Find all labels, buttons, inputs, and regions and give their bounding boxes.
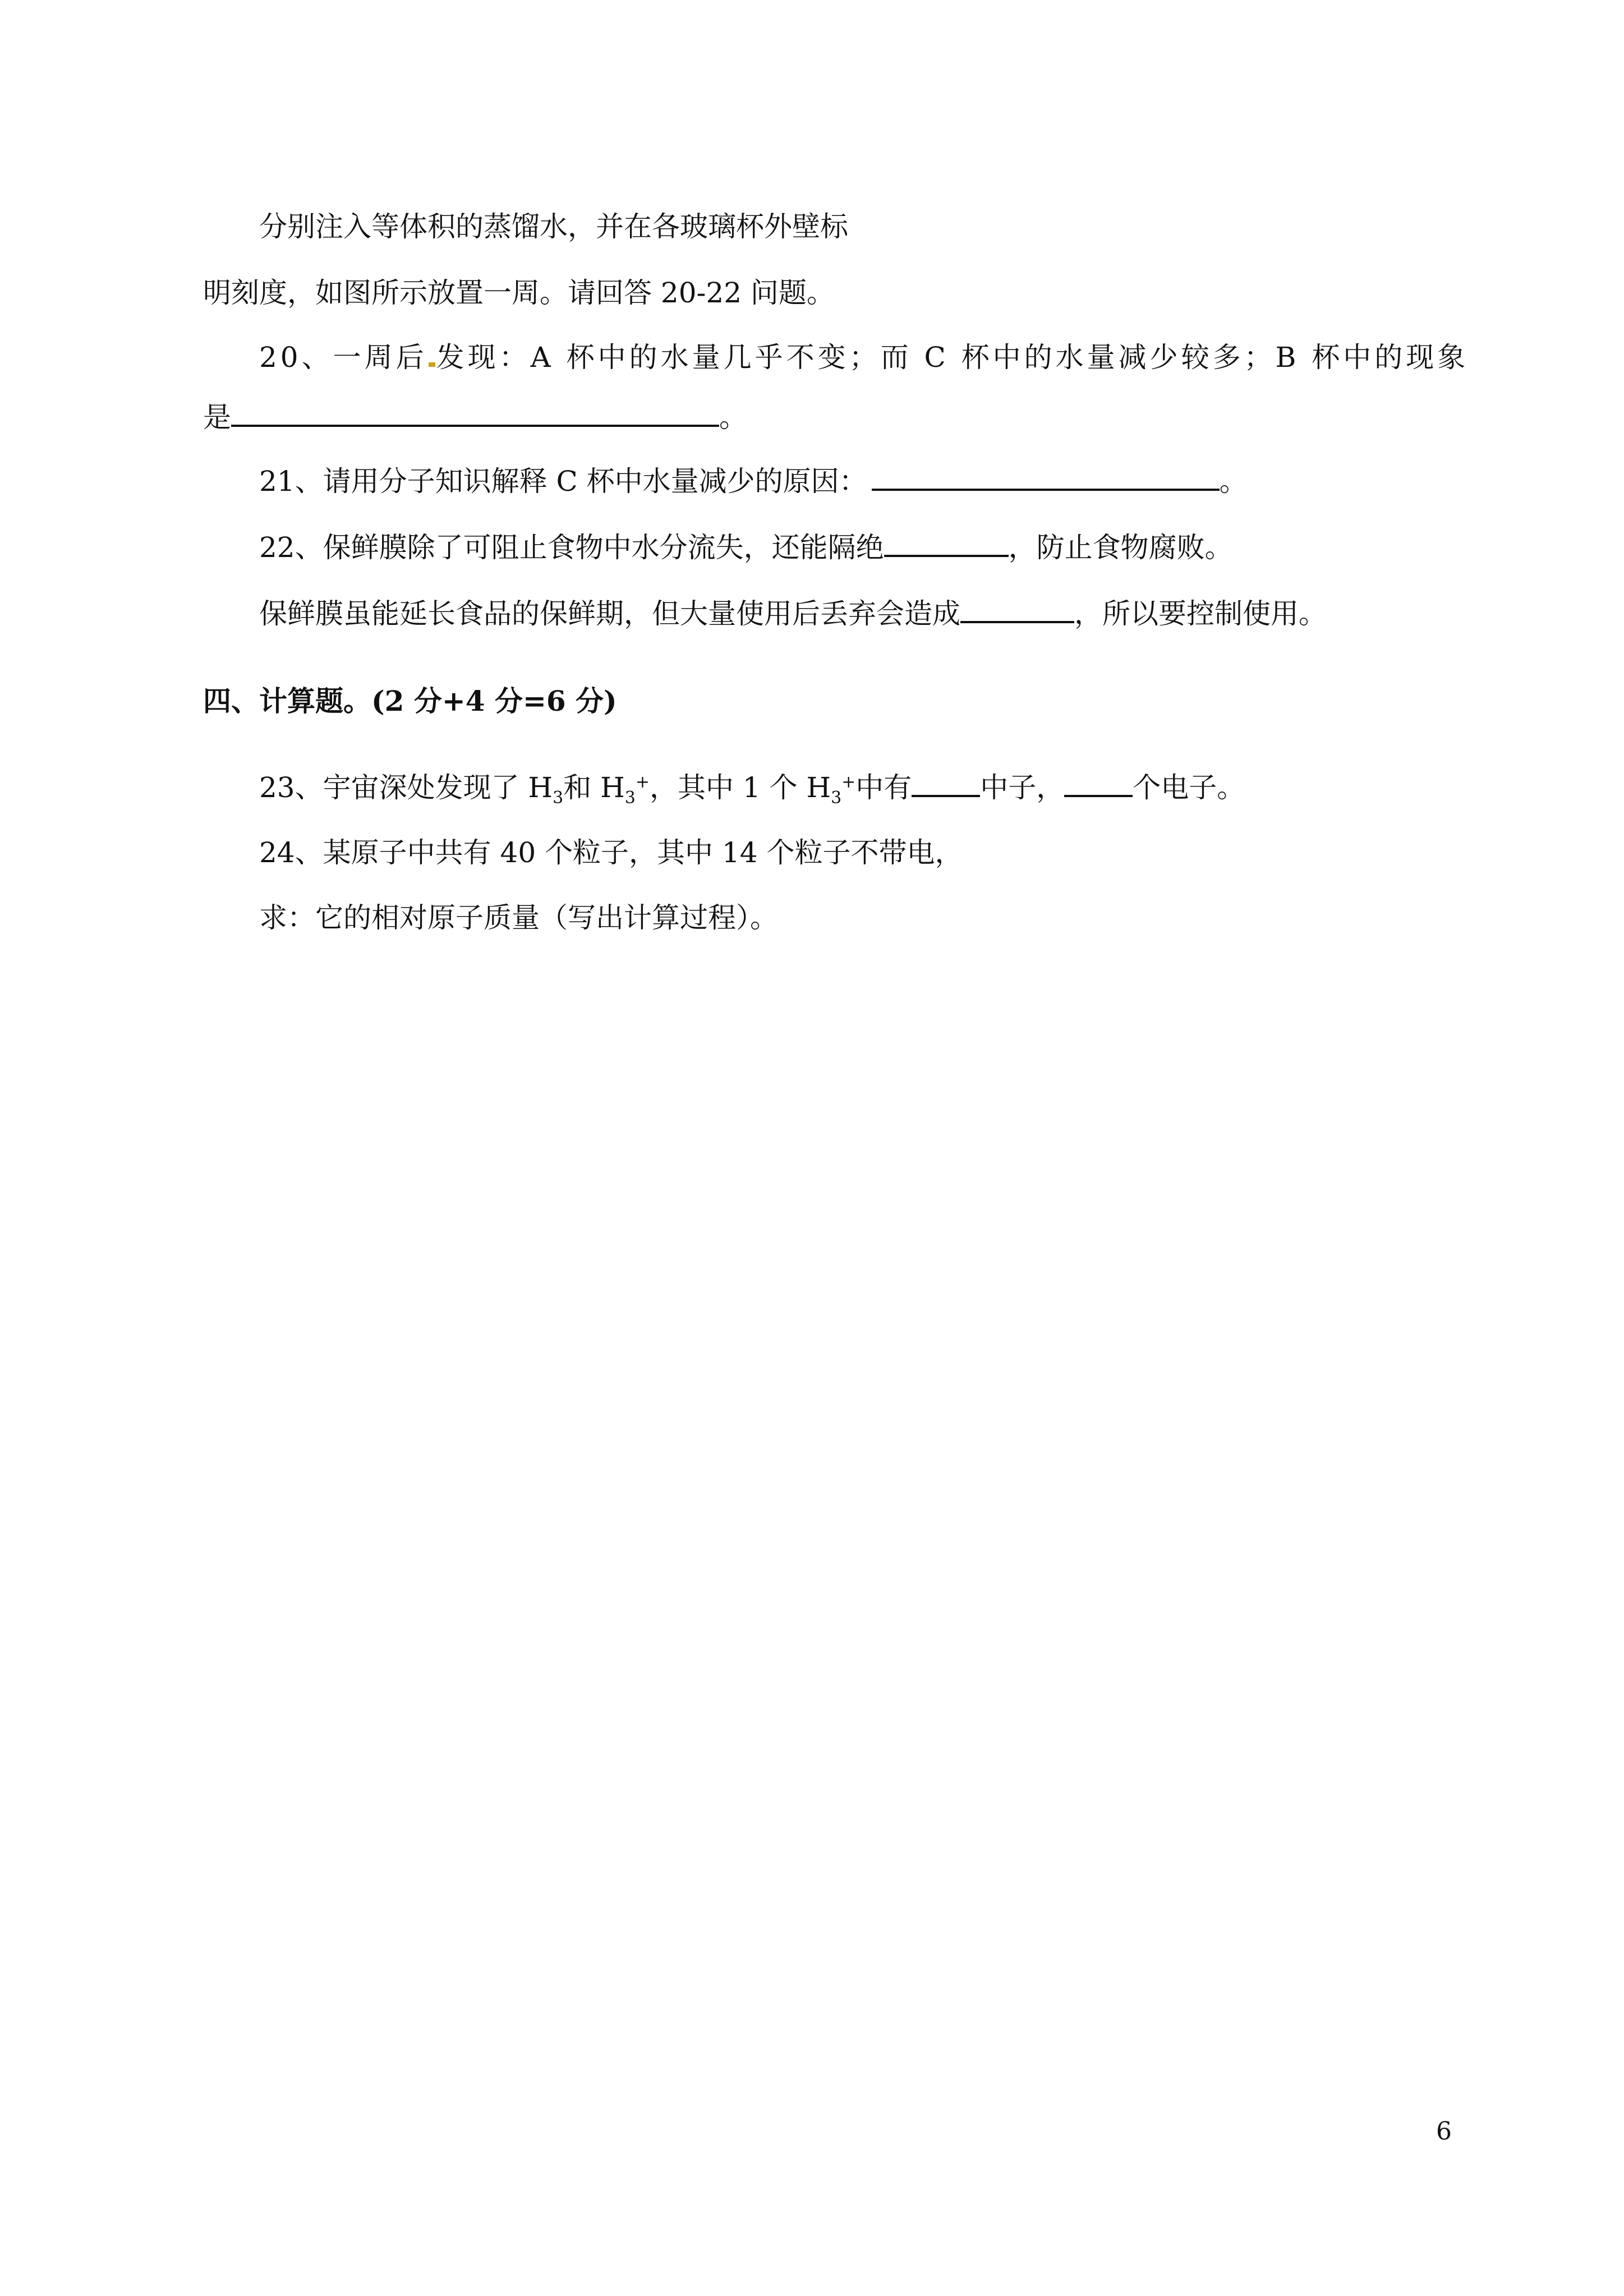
intro-line-2: 明刻度，如图所示放置一周。请回答 20-22 问题。 xyxy=(203,277,835,309)
subscript-3: 3 xyxy=(831,788,842,808)
subscript-3: 3 xyxy=(624,788,636,808)
question-20-line-1 xyxy=(259,339,1469,375)
question-23-text-2: 和 H xyxy=(563,771,625,804)
answer-blank-21[interactable] xyxy=(872,464,1220,491)
question-20-text-b: 发现：A 杯中的水量几乎不变；而 C 杯中的水量减少较多；B 杯中的现象 xyxy=(436,341,1469,374)
page-number: 6 xyxy=(1436,2117,1452,2146)
question-23-text-5: 中子， xyxy=(980,771,1065,804)
highlight-mark xyxy=(429,362,435,367)
question-23 xyxy=(259,770,1245,806)
question-20-text-a: 20、一周后 xyxy=(259,341,427,374)
question-24-line-1: 24、某原子中共有 40 个粒子，其中 14 个粒子不带电， xyxy=(259,836,963,869)
section-4-title: 四、计算题。(2 分+4 分=6 分) xyxy=(203,684,617,717)
question-21-text: 21、请用分子知识解释 C 杯中水量减少的原因： xyxy=(259,465,867,498)
intro-line-1: 分别注入等体积的蒸馏水，并在各玻璃杯外壁标 xyxy=(259,210,848,243)
question-20-line-2 xyxy=(203,399,747,435)
question-22b-end: ，所以要控制使用。 xyxy=(1074,597,1327,630)
answer-blank-22[interactable] xyxy=(884,530,1009,557)
question-23-text-6: 个电子。 xyxy=(1133,771,1245,804)
question-22 xyxy=(259,530,1233,565)
question-21 xyxy=(259,463,1248,499)
answer-blank-22b[interactable] xyxy=(960,596,1074,623)
question-23-text-4: 中有 xyxy=(855,771,912,804)
subscript-3: 3 xyxy=(553,788,564,808)
question-22-end: ，防止食物腐败。 xyxy=(1008,531,1233,564)
question-23-text-1: 23、宇宙深处发现了 H xyxy=(259,771,553,804)
superscript-plus: + xyxy=(635,772,650,792)
answer-blank-23-neutrons[interactable] xyxy=(912,770,980,797)
question-20-line2-end: 。 xyxy=(719,401,747,434)
question-22b-text: 保鲜膜虽能延长食品的保鲜期，但大量使用后丢弃会造成 xyxy=(259,597,960,630)
question-21-end: 。 xyxy=(1219,465,1248,498)
question-24-line-2: 求：它的相对原子质量（写出计算过程）。 xyxy=(259,901,778,934)
superscript-plus: + xyxy=(841,772,856,792)
question-23-text-3: ，其中 1 个 H xyxy=(649,771,831,804)
question-22-continued xyxy=(259,596,1327,632)
answer-blank-20[interactable] xyxy=(231,400,719,427)
question-20-line2-start: 是 xyxy=(203,401,231,434)
answer-blank-23-electrons[interactable] xyxy=(1064,770,1133,797)
question-22-text: 22、保鲜膜除了可阻止食物中水分流失，还能隔绝 xyxy=(259,531,884,564)
